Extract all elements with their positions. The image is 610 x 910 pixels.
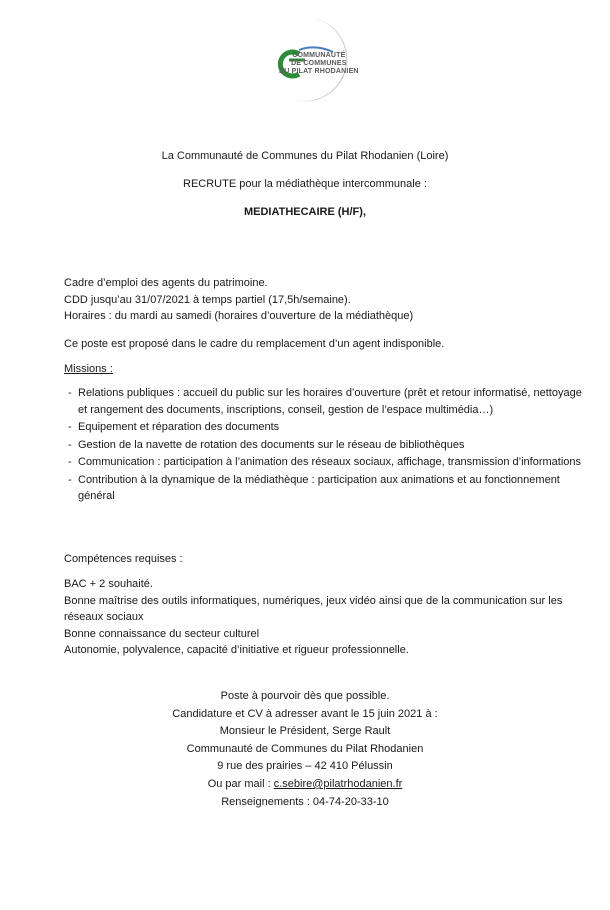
condition-line: CDD jusqu’au 31/07/2021 à temps partiel (17,5h/semaine). xyxy=(64,293,351,306)
mail-line xyxy=(0,776,610,794)
competence-item: BAC + 2 souhaité. xyxy=(64,578,153,590)
missions-label: Missions : xyxy=(64,363,113,375)
job-title: MEDIATHECAIRE (H/F), xyxy=(243,206,366,218)
header-recruits: RECRUTE pour la médiathèque intercommunale : xyxy=(183,178,427,190)
logo-text xyxy=(279,52,359,76)
email-link[interactable]: c.sebire@pilatrhodanien.fr xyxy=(273,777,403,790)
context-text: Ce poste est proposé dans le cadre du remplacement d’un agent indisponible. xyxy=(64,338,445,350)
competence-item: Bonne connaissance du secteur culturel xyxy=(64,627,260,640)
condition-line: Horaires : du mardi au samedi (horaires d’ouverture de la médiathèque) xyxy=(64,310,414,322)
phone-line: Renseignements : 04-74-20-33-10 xyxy=(221,795,389,808)
application-footer xyxy=(0,688,610,811)
competence-item: Bonne maîtrise des outils informatiques, numériques, jeux vidéo ainsi que de la communication sur les réseaux sociaux xyxy=(64,594,563,623)
mission-item: - Contribution à la dynamique de la médiathèque : participation aux animations et au fonctionnement général xyxy=(64,472,584,505)
footer-line: 9 rue des prairies – 42 410 Pélussin xyxy=(217,760,393,773)
mission-item: - Gestion de la navette de rotation des documents sur le réseau de bibliothèques xyxy=(64,437,584,454)
logo-line-1: COMMUNAUTÉ xyxy=(292,52,346,59)
condition-line: Cadre d’emploi des agents du patrimoine. xyxy=(64,277,268,289)
competence-item: Autonomie, polyvalence, capacité d’initiative et rigueur professionnelle. xyxy=(64,644,409,656)
footer-line: Poste à pourvoir dès que possible. xyxy=(220,690,390,702)
logo-line-3: DU PILAT RHODANIEN xyxy=(279,68,359,75)
missions-list xyxy=(64,385,584,506)
footer-line: Communauté de Communes du Pilat Rhodanien xyxy=(186,742,424,755)
competences-list xyxy=(64,576,594,659)
header-organisation: La Communauté de Communes du Pilat Rhodanien (Loire) xyxy=(161,150,449,162)
mail-prefix: Ou par mail : xyxy=(207,777,274,790)
footer-line: Monsieur le Président, Serge Rault xyxy=(219,725,391,738)
footer-line: Candidature et CV à adresser avant le 15 juin 2021 à : xyxy=(172,707,438,720)
mission-item: - Relations publiques : accueil du public sur les horaires d’ouverture (prêt et retour informatisé, nettoyage et rangement des documents, inscriptions, conseil, gestion de l’espace multimédia…) xyxy=(64,385,584,418)
competences-label: Compétences requises : xyxy=(64,553,183,565)
logo-line-2: DE COMMUNES xyxy=(291,60,347,67)
mission-item: - Communication : participation à l’animation des réseaux sociaux, affichage, transmission d’informations xyxy=(64,454,584,471)
conditions xyxy=(64,275,584,325)
mission-item: - Equipement et réparation des documents xyxy=(64,419,584,436)
